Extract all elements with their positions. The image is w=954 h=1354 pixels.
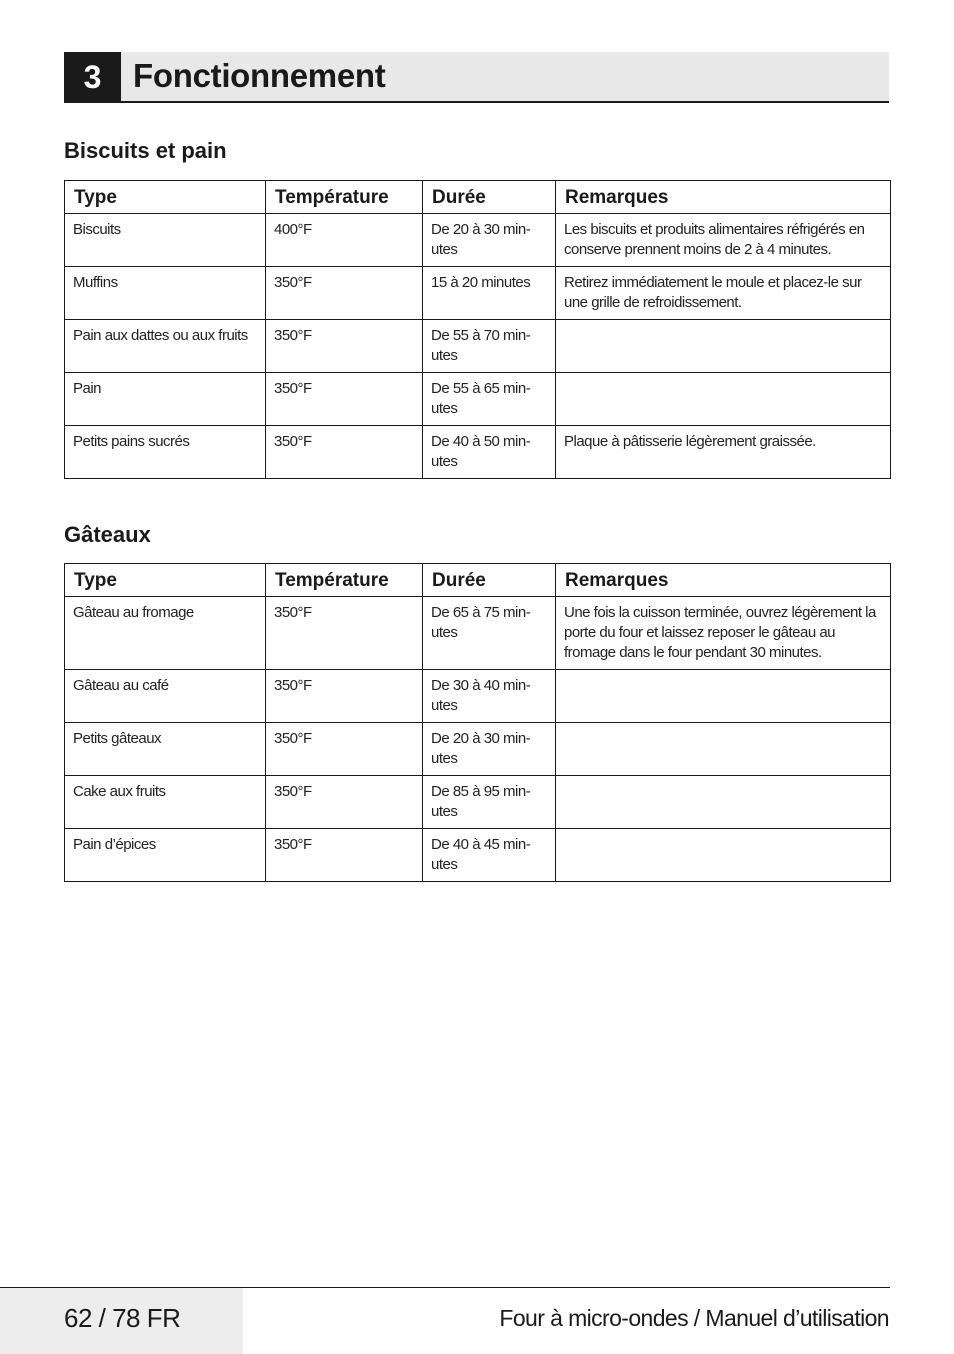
cell-temperature: 350°F [266, 670, 423, 723]
biscuits-heading: Biscuits et pain [64, 138, 227, 163]
cell-duree: 15 à 20 minutes [423, 267, 556, 320]
cell-duree: De 20 à 30 min-utes [423, 214, 556, 267]
page-number: 62 / 78 FR [64, 1303, 181, 1333]
table-row [65, 723, 891, 776]
cell-temperature: 400°F [266, 214, 423, 267]
cell-type: Gâteau au café [65, 670, 266, 723]
cell-remarques: Retirez immédiatement le moule et placez-le sur une grille de refroidissement. [556, 267, 891, 320]
cell-temperature: 350°F [266, 373, 423, 426]
column-header-temperature: Température [266, 181, 423, 214]
cell-remarques [556, 373, 891, 426]
cell-remarques [556, 776, 891, 829]
cell-remarques [556, 829, 891, 882]
cell-temperature: 350°F [266, 723, 423, 776]
column-header-duree: Durée [423, 181, 556, 214]
cell-remarques [556, 320, 891, 373]
column-header-type: Type [65, 181, 266, 214]
cell-duree: De 20 à 30 min-utes [423, 723, 556, 776]
table-header-row [65, 564, 891, 597]
cell-type: Muffins [65, 267, 266, 320]
cell-type: Petits pains sucrés [65, 426, 266, 479]
table-row [65, 426, 891, 479]
cell-remarques: Une fois la cuisson terminée, ouvrez légèrement la porte du four et laissez reposer le gâteau au fromage dans le four pendant 30 minutes. [556, 597, 891, 670]
cell-remarques: Les biscuits et produits alimentaires réfrigérés en conserve prennent moins de 2 à 4 minutes. [556, 214, 891, 267]
cell-duree: De 55 à 65 min-utes [423, 373, 556, 426]
gateaux-heading: Gâteaux [64, 522, 151, 547]
cell-duree: De 55 à 70 min-utes [423, 320, 556, 373]
table-row [65, 320, 891, 373]
cell-remarques [556, 670, 891, 723]
cell-duree: De 40 à 50 min-utes [423, 426, 556, 479]
table-row [65, 597, 891, 670]
cell-temperature: 350°F [266, 426, 423, 479]
table-row [65, 214, 891, 267]
cell-type: Pain d’épices [65, 829, 266, 882]
column-header-type: Type [65, 564, 266, 597]
cell-temperature: 350°F [266, 267, 423, 320]
section-number: 3 [64, 52, 121, 103]
cell-type: Petits gâteaux [65, 723, 266, 776]
cell-temperature: 350°F [266, 320, 423, 373]
biscuits-table [64, 180, 891, 479]
cell-duree: De 65 à 75 min-utes [423, 597, 556, 670]
document-title: Four à micro-ondes / Manuel d’utilisation [499, 1305, 889, 1331]
table-row [65, 373, 891, 426]
gateaux-table [64, 563, 891, 882]
cell-type: Gâteau au fromage [65, 597, 266, 670]
cell-remarques [556, 723, 891, 776]
cell-type: Cake aux fruits [65, 776, 266, 829]
cell-temperature: 350°F [266, 597, 423, 670]
column-header-duree: Durée [423, 564, 556, 597]
table-row [65, 267, 891, 320]
cell-type: Biscuits [65, 214, 266, 267]
cell-temperature: 350°F [266, 829, 423, 882]
column-header-remarques: Remarques [556, 181, 891, 214]
cell-duree: De 40 à 45 min-utes [423, 829, 556, 882]
cell-duree: De 30 à 40 min-utes [423, 670, 556, 723]
table-row [65, 670, 891, 723]
cell-type: Pain [65, 373, 266, 426]
column-header-temperature: Température [266, 564, 423, 597]
table-header-row [65, 181, 891, 214]
cell-type: Pain aux dattes ou aux fruits [65, 320, 266, 373]
cell-duree: De 85 à 95 min-utes [423, 776, 556, 829]
cell-remarques: Plaque à pâtisserie légèrement graissée. [556, 426, 891, 479]
table-row [65, 776, 891, 829]
section-title: Fonctionnement [133, 57, 386, 94]
cell-temperature: 350°F [266, 776, 423, 829]
table-row [65, 829, 891, 882]
column-header-remarques: Remarques [556, 564, 891, 597]
